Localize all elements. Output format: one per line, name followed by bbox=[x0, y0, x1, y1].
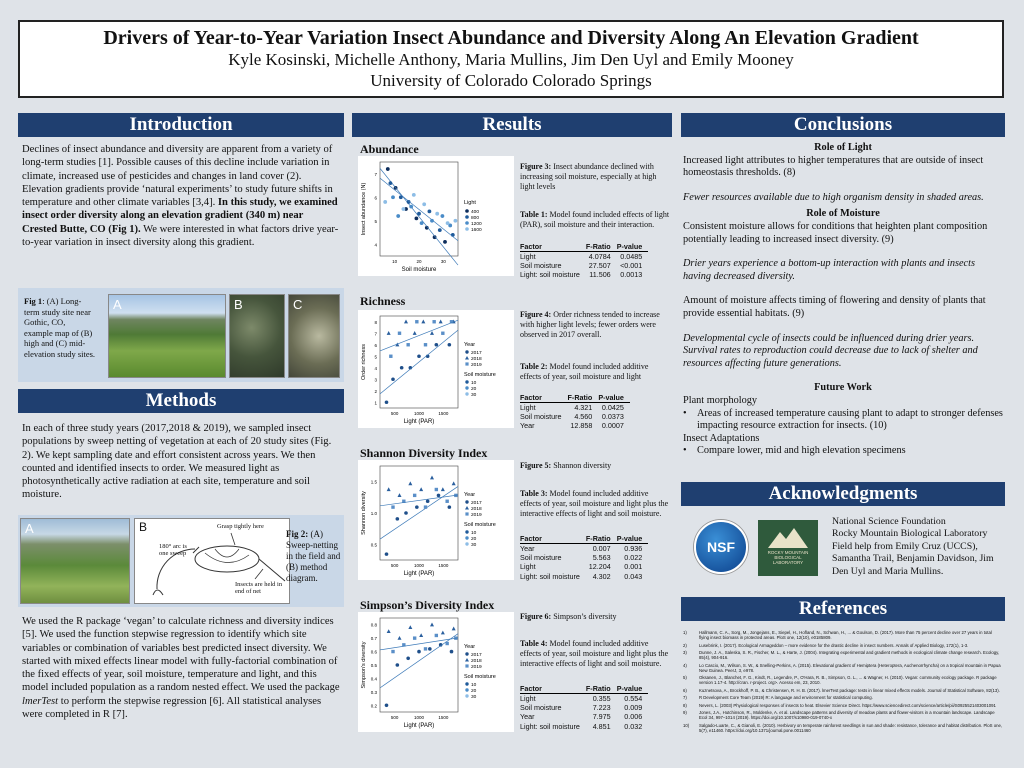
data-point bbox=[385, 703, 389, 707]
data-point bbox=[391, 650, 394, 653]
data-point bbox=[409, 205, 413, 209]
y-tick-label: 8 bbox=[374, 319, 377, 325]
legend-marker bbox=[465, 688, 468, 691]
y-tick-label: 1.0 bbox=[370, 511, 377, 516]
shannon-chart bbox=[358, 460, 514, 580]
legend-entry: 20 bbox=[471, 387, 477, 392]
table-3 bbox=[520, 534, 648, 581]
table-row bbox=[520, 712, 648, 721]
fig4-caption: Figure 4: Order richness tended to increase with higher light levels; fewer orders were observed in 2017 overall. bbox=[520, 310, 660, 339]
conclusions-heading: Conclusions bbox=[681, 113, 1005, 137]
data-point bbox=[402, 207, 406, 211]
legend-entry: 1200 bbox=[471, 222, 482, 227]
data-point bbox=[417, 354, 421, 358]
x-tick-label: 1500 bbox=[438, 563, 449, 568]
legend-marker bbox=[465, 664, 468, 667]
legend-marker bbox=[465, 682, 468, 685]
y-tick-label: 0.6 bbox=[370, 649, 377, 655]
x-axis-label: Light (PAR) bbox=[403, 571, 435, 577]
legend-marker bbox=[465, 536, 468, 539]
y-tick-label: 5 bbox=[374, 218, 377, 224]
poster-header bbox=[18, 20, 1004, 98]
table-row bbox=[520, 270, 648, 279]
data-point bbox=[396, 214, 400, 218]
table-row bbox=[520, 553, 648, 562]
fig2-panel bbox=[18, 515, 344, 607]
legend-entry: 30 bbox=[471, 393, 477, 398]
data-point bbox=[389, 355, 392, 358]
table-4 bbox=[520, 684, 648, 731]
methods-heading: Methods bbox=[18, 389, 344, 413]
legend-marker bbox=[465, 227, 469, 231]
data-point bbox=[396, 663, 400, 667]
data-point bbox=[432, 320, 435, 323]
data-point bbox=[391, 195, 395, 199]
legend-marker bbox=[465, 694, 468, 697]
table-row bbox=[520, 562, 648, 571]
table-cell: 4.0784 bbox=[588, 252, 611, 261]
intro-text: Declines of insect abundance and diversity are apparent from a variety of long-term studies [1]. Possible causes of this decline include variation in climate, increased use of pesticides and changes in land cover (2). Elevation gradients provide ‘natural experiments’ to study future shifts in temperature and other climate variables [3,4]. In this study, we examined insect order diversity along an elevation gradient (340 m) near Crested Butte, CO (Fig 1). We were interested in what factors drive year-to-year variation in insect diversity along this gradient. bbox=[22, 144, 339, 249]
table-cell: 0.936 bbox=[624, 544, 643, 553]
table-cell: 0.007 bbox=[592, 544, 611, 553]
methods-text-2: We used the R package ‘vegan’ to calculate richness and diversity indices [5]. We used the function stepwise regression to identify which site variables or combination of variables best predicted insect diversity. We started with mixed effects linear model with fully-factorial combination of the fixed effects of year, soil moisture, temperature and light, and this model included population as a random nested effect. We used the package lmerTest to perform the stepwise regression [6]. All statistical analyses were completed in R [7]. bbox=[22, 616, 340, 721]
reference-item: 4) Lo Cascio, M., Wilson, S. W., & Snelling-Perkins, A. (2015). Elevational gradient of Hemiptera (Heteroptera, Auchenorrhyncha) on a tropical mountain in Papua New Guinea. PeerJ, 3, e978. bbox=[683, 662, 1001, 673]
table-cell: Year bbox=[520, 712, 535, 722]
reference-item: 5) Oksanen, J., Blanchet, F. G., Kindt, R., Legendre, P., O'Hara, R. B., Simpson, G. L., ... & Wagner, H. (2010). Vegan: community ecology package. R package version 1.17-4. http://cran. r-project. org>. Acesso em, 23, 2010. bbox=[683, 675, 997, 686]
data-point bbox=[420, 221, 424, 225]
data-point bbox=[413, 636, 416, 639]
data-point bbox=[428, 647, 432, 651]
legend-entry: 30 bbox=[471, 695, 477, 700]
table-row bbox=[520, 722, 648, 731]
table-row bbox=[520, 403, 630, 413]
y-axis-label: Insect abundance (N) bbox=[361, 182, 367, 236]
table-cell: Light: soil moisture bbox=[520, 721, 580, 731]
table-cell: Soil moisture bbox=[520, 703, 562, 713]
x-tick-label: 1500 bbox=[438, 715, 449, 720]
y-tick-label: 0.7 bbox=[370, 636, 377, 642]
y-axis-label: Shannon diversity bbox=[361, 491, 367, 535]
legend-entry: 2017 bbox=[471, 501, 482, 506]
y-tick-label: 0.3 bbox=[370, 689, 377, 695]
data-point bbox=[396, 517, 400, 521]
y-tick-label: 4 bbox=[374, 365, 377, 371]
table-cell: 0.0485 bbox=[620, 252, 643, 261]
legend-entry: 800 bbox=[471, 216, 480, 221]
legend-entry: 10 bbox=[471, 531, 477, 536]
table-cell: 7.975 bbox=[592, 712, 611, 722]
acknowledgments-text: National Science Foundation Rocky Mountain Biological Laboratory Field help from Emily Cruz (UCCS), Samantha Trail, Benjamin Davidson, Jim Den Uyl and Maria Mullins. bbox=[832, 516, 994, 577]
y-tick-label: 4 bbox=[374, 242, 377, 248]
mountain-icon bbox=[768, 526, 808, 548]
method-diagram: B 180° arc is one sweep Grasp tightly here Insects are held in end of net bbox=[134, 518, 290, 604]
data-point bbox=[443, 240, 447, 244]
y-tick-label: 7 bbox=[374, 171, 377, 177]
table-cell: Soil moisture bbox=[520, 412, 562, 422]
legend-title: Soil moisture bbox=[464, 522, 496, 528]
x-tick-label: 500 bbox=[390, 563, 399, 568]
fig6-caption: Figure 6: Simpson’s diversity bbox=[520, 612, 617, 621]
y-tick-label: 0.8 bbox=[370, 622, 377, 628]
table-row bbox=[520, 412, 630, 421]
legend-entry: 20 bbox=[471, 537, 477, 542]
x-axis-label: Light (PAR) bbox=[403, 419, 435, 425]
data-point bbox=[428, 209, 432, 213]
table-row bbox=[520, 421, 630, 430]
table-cell: 4.560 bbox=[574, 412, 593, 422]
legend-title: Soil moisture bbox=[464, 372, 496, 378]
data-point bbox=[404, 511, 408, 515]
data-point bbox=[430, 219, 434, 223]
table-cell: 0.006 bbox=[624, 712, 643, 722]
table-cell: Year bbox=[520, 544, 535, 553]
data-point bbox=[415, 505, 419, 509]
table-cell: 0.0007 bbox=[601, 421, 624, 431]
reference-item: 2) Lusebrink, I. (2017). Ecological Armageddon – more evidence for the drastic decline in insect numbers. Annals of Applied Biology, 172(1), 1-3. bbox=[683, 642, 969, 648]
fig5-caption: Figure 5: Shannon diversity bbox=[520, 461, 612, 470]
table-header: Factor bbox=[520, 242, 586, 252]
data-point bbox=[391, 505, 394, 508]
x-axis-label: Light (PAR) bbox=[403, 723, 435, 729]
legend-entry: 2018 bbox=[471, 357, 482, 362]
data-point bbox=[424, 343, 427, 346]
y-tick-label: 1.5 bbox=[370, 479, 377, 485]
data-point bbox=[424, 505, 427, 508]
y-tick-label: 0.2 bbox=[370, 703, 377, 709]
table-row bbox=[520, 261, 648, 270]
data-point bbox=[389, 181, 393, 185]
table-cell: 7.223 bbox=[592, 703, 611, 713]
table-cell: 0.043 bbox=[624, 571, 643, 581]
table-1 bbox=[520, 242, 648, 280]
data-point bbox=[448, 343, 452, 347]
y-tick-label: 0.5 bbox=[370, 542, 377, 548]
table-cell: 0.001 bbox=[624, 562, 643, 572]
abundance-title: Abundance bbox=[360, 142, 419, 156]
table-cell: 0.0425 bbox=[601, 403, 624, 412]
map-mid-site: C bbox=[288, 294, 340, 378]
photo-sweep-netting: A bbox=[20, 518, 130, 604]
table-cell: Year bbox=[520, 421, 535, 431]
x-tick-label: 500 bbox=[390, 411, 399, 416]
legend-entry: 2017 bbox=[471, 653, 482, 658]
table-row bbox=[520, 544, 648, 554]
legend-entry: 2019 bbox=[471, 665, 482, 670]
table-cell: Light bbox=[520, 403, 536, 412]
y-tick-label: 6 bbox=[374, 342, 377, 348]
table-cell: 0.032 bbox=[624, 721, 643, 731]
poster-title: Drivers of Year-to-Year Variation Insect Abundance and Diversity Along An Elevation Gradient bbox=[103, 27, 919, 49]
data-point bbox=[435, 634, 438, 637]
data-point bbox=[415, 320, 418, 323]
legend-entry: 2019 bbox=[471, 363, 482, 368]
reference-item: 1) Hallmann, C. A., Sorg, M., Jongejans, E., Siepel, H., Hofland, N., Schwan, H., ... & Goulson, D. (2017). More than 75 percent decline over 27 years in total flying insect biomass in protected areas. PloS one, 12(10), e0185809. bbox=[683, 630, 992, 641]
x-tick-label: 20 bbox=[416, 259, 422, 264]
reference-item: 9) Jones, J.A., Hutchinson, R., Moldenke, A. et al. Landscape patterns and diversity of meadow plants and flower-visitors in a mountain landscape. Landscape Ecol 34, 997–1014 (2019). https://doi.org/10.1007/s10980-019-0740-x bbox=[683, 709, 995, 721]
table-header: F-Ratio bbox=[586, 684, 617, 694]
y-tick-label: 1 bbox=[374, 400, 377, 406]
methods-text-1: In each of three study years (2017,2018 & 2019), we sampled insect populations by sweep netting of vegetation at each of 20 study sites (Fig. 2). We kept sampling date and effort consistent across years. We then counted and identified insects to order. We measured light as photosynthetically active radiation at each site, temperature and soil moisture. bbox=[22, 423, 332, 501]
table-cell: Light bbox=[520, 562, 536, 572]
data-point bbox=[415, 217, 419, 221]
data-point bbox=[417, 212, 421, 216]
legend-title: Year bbox=[464, 644, 476, 650]
data-point bbox=[400, 366, 404, 370]
table-cell: 5.563 bbox=[592, 553, 611, 563]
legend-entry: 2017 bbox=[471, 351, 482, 356]
y-tick-label: 3 bbox=[374, 377, 377, 383]
data-point bbox=[438, 228, 442, 232]
y-tick-label: 7 bbox=[374, 331, 377, 337]
y-axis-label: Simpson's diversity bbox=[361, 641, 367, 689]
fig3-caption: Figure 3: Insect abundance declined with increasing soil moisture, especially at high light levels bbox=[520, 162, 657, 191]
y-tick-label: 0.5 bbox=[370, 663, 377, 668]
data-point bbox=[422, 202, 426, 206]
y-axis-label: Order richness bbox=[361, 343, 367, 381]
legend-marker bbox=[465, 362, 468, 365]
legend-title: Year bbox=[464, 342, 476, 348]
table-header: F-Ratio bbox=[586, 242, 617, 252]
table-cell: Light: soil moisture bbox=[520, 270, 580, 280]
legend-marker bbox=[465, 350, 468, 353]
table-2 bbox=[520, 393, 630, 431]
reference-item: 8) Nevers, L. (2003) Physiological responses of insects to heat. Elsevier Science Direct. https://www.sciencedirect.com/science/article/pii/S0925521403001091 bbox=[683, 702, 996, 708]
table-header: Factor bbox=[520, 684, 586, 694]
data-point bbox=[435, 488, 438, 491]
author-list: Kyle Kosinski, Michelle Anthony, Maria Mullins, Jim Den Uyl and Emily Mooney bbox=[228, 50, 794, 69]
table-cell: 0.355 bbox=[592, 694, 611, 703]
table-row bbox=[520, 694, 648, 704]
data-point bbox=[386, 167, 390, 171]
photo-study-site: A bbox=[108, 294, 226, 378]
x-tick-label: 1000 bbox=[413, 411, 425, 416]
fig2-caption: Fig 2: (A) Sweep-netting in the field and (B) method diagram. bbox=[286, 529, 341, 583]
legend-title: Light bbox=[464, 200, 476, 206]
legend-marker bbox=[465, 530, 468, 533]
reference-item: 6) Kuznetsova, A., Brockhoff, P. B., & Christensen, R. H. B. (2017). lmerTest package: tests in linear mixed effects models. Journal of Statistical Software, 82(13). bbox=[683, 687, 1000, 693]
richness-title: Richness bbox=[360, 294, 406, 308]
x-tick-label: 10 bbox=[392, 259, 398, 264]
legend-marker bbox=[465, 386, 468, 389]
rmbl-logo: ROCKY MOUNTAIN BIOLOGICAL LABORATORY bbox=[758, 520, 818, 576]
data-point bbox=[398, 332, 401, 335]
legend-entry: 2018 bbox=[471, 507, 482, 512]
table-cell: 0.0373 bbox=[601, 412, 624, 422]
data-point bbox=[406, 656, 410, 660]
legend-marker bbox=[465, 512, 468, 515]
nsf-logo: NSF bbox=[694, 520, 748, 574]
table-header: F-Ratio bbox=[586, 534, 617, 544]
legend-entry: 20 bbox=[471, 689, 477, 694]
legend-entry: 400 bbox=[471, 210, 480, 215]
table2-caption: Table 2: Model found included additive effects of year, soil moisture and light bbox=[520, 362, 649, 381]
data-point bbox=[441, 332, 444, 335]
table-cell: Light bbox=[520, 694, 536, 703]
data-point bbox=[406, 343, 409, 346]
table-cell: 4.321 bbox=[574, 403, 593, 412]
fig1-caption: Fig 1: (A) Long-term study site near Gothic, CO, example map of (B) high and (C) mid-elevation study sites. bbox=[24, 296, 96, 359]
table-header: P-value bbox=[598, 393, 630, 403]
intro-heading: Introduction bbox=[18, 113, 344, 137]
x-tick-label: 1000 bbox=[413, 715, 425, 720]
legend-marker bbox=[465, 658, 469, 662]
table-header: P-value bbox=[617, 684, 649, 694]
y-tick-label: 0.4 bbox=[370, 676, 377, 682]
table-header: Factor bbox=[520, 393, 568, 403]
legend-marker bbox=[465, 500, 468, 503]
table-cell: 11.506 bbox=[589, 270, 611, 280]
data-point bbox=[437, 494, 441, 498]
x-tick-label: 500 bbox=[390, 715, 399, 720]
x-tick-label: 1500 bbox=[438, 411, 449, 416]
y-tick-label: 5 bbox=[374, 354, 377, 360]
table-cell: Light: soil moisture bbox=[520, 571, 580, 581]
table-cell: 4.302 bbox=[592, 571, 611, 581]
references-heading: References bbox=[681, 597, 1005, 621]
conclusions-text: Role of Light Increased light attributes to higher temperatures that are outside of insect homeostasis thresholds. (8) Fewer resources available due to high organism density in shaded areas. Role of Moisture Consistent moisture allows for conditions that heighten plant composition potentially leading to increased insect diversity. (9) Drier years experience a bottom-up interaction with plants and insects having decreased diversity. Amount of moisture affects timing of flowering and density of plants that provide essential habitats. (9) Developmental cycle of insects could be influenced during drier years. Survival rates to reproduction could decrease due to lack of shelter and resources affecting future generations. Future Work Plant morphology • Areas of increased temperature causing plant to adapt to stronger defenses impacting resource extraction for insects. (10) Insect Adaptations • Compare lower, mid and high elevation specimens bbox=[683, 142, 1003, 457]
table4-caption: Table 4: Model found included additive effects of year, soil moisture and light plus the interactive effects of light and soil moisture. bbox=[520, 639, 669, 668]
acknowledgments-heading: Acknowledgments bbox=[681, 482, 1005, 506]
table-cell: Soil moisture bbox=[520, 553, 562, 563]
data-point bbox=[412, 193, 416, 197]
x-tick-label: 30 bbox=[440, 259, 446, 264]
plot-frame bbox=[380, 618, 458, 712]
legend-marker bbox=[465, 221, 469, 225]
legend-entry: 2019 bbox=[471, 513, 482, 518]
data-point bbox=[441, 214, 445, 218]
university: University of Colorado Colorado Springs bbox=[370, 71, 652, 90]
legend-title: Year bbox=[464, 492, 476, 498]
data-point bbox=[445, 500, 448, 503]
richness-chart bbox=[358, 310, 514, 428]
x-tick-label: 1000 bbox=[413, 563, 425, 568]
legend-entry: 30 bbox=[471, 543, 477, 548]
legend-marker bbox=[465, 356, 469, 360]
shannon-title: Shannon Diversity Index bbox=[360, 446, 488, 460]
table1-caption: Table 1: Model found included effects of light (PAR), soil moisture and their interaction. bbox=[520, 210, 670, 229]
x-axis-label: Soil moisture bbox=[401, 267, 437, 273]
data-point bbox=[454, 219, 458, 223]
table-cell: 0.009 bbox=[624, 703, 643, 713]
data-point bbox=[413, 494, 416, 497]
data-point bbox=[448, 505, 452, 509]
legend-marker bbox=[465, 542, 468, 545]
table-header: F-Ratio bbox=[568, 393, 599, 403]
fig1-panel bbox=[18, 288, 344, 382]
legend-marker bbox=[465, 652, 468, 655]
abundance-chart bbox=[358, 156, 514, 276]
data-point bbox=[383, 200, 387, 204]
data-point bbox=[435, 212, 439, 216]
map-high-site: B bbox=[229, 294, 285, 378]
data-point bbox=[450, 650, 454, 654]
table-row bbox=[520, 572, 648, 581]
table-row bbox=[520, 252, 648, 262]
table-cell: 27.507 bbox=[588, 261, 611, 271]
data-point bbox=[445, 642, 448, 645]
legend-title: Soil moisture bbox=[464, 674, 496, 680]
legend-marker bbox=[465, 209, 469, 213]
reference-item: 10) Salgado-Luarte, C., & Gianoli, E. (2010). Herbivory on temperate rainforest seedlings in sun and shade: resistance, tolerance and habitat distribution. PloS one, 5(7), e11460. https://doi.org/10.1371/journal.pone.0011460 bbox=[683, 722, 1003, 733]
legend-entry: 1600 bbox=[471, 228, 482, 233]
table-cell: 0.022 bbox=[624, 553, 643, 563]
legend-entry: 10 bbox=[471, 683, 477, 688]
reference-item: 3) Dunne, J. A., Saleska, S. R., Fischer, M. L., & Harte, J. (2004). Integrating experimental and gradient methods in ecological climate change research. Ecology, 85(4), 904-916. bbox=[683, 649, 1000, 661]
reference-list bbox=[683, 630, 1003, 735]
data-point bbox=[424, 647, 427, 650]
reference-item: 7) R Development Core Team (2019) R: A language and environment for statistical computing. bbox=[683, 695, 873, 701]
data-point bbox=[385, 400, 389, 404]
data-point bbox=[446, 221, 450, 225]
data-point bbox=[426, 499, 430, 503]
legend-entry: 10 bbox=[471, 381, 477, 386]
table-row bbox=[520, 703, 648, 712]
table-cell: 0.554 bbox=[624, 694, 643, 703]
table-cell: 12.204 bbox=[588, 562, 611, 572]
results-heading: Results bbox=[352, 113, 672, 137]
table-header: P-value bbox=[617, 242, 649, 252]
simpson-chart bbox=[358, 612, 514, 732]
table-cell: 12.858 bbox=[570, 421, 593, 431]
simpson-title: Simpson’s Diversity Index bbox=[360, 598, 495, 612]
table-header: Factor bbox=[520, 534, 586, 544]
table-cell: Soil moisture bbox=[520, 261, 562, 271]
table-cell: 4.851 bbox=[592, 721, 611, 731]
table-cell: <0.001 bbox=[620, 261, 643, 271]
legend-marker bbox=[465, 380, 468, 383]
table-cell: Light bbox=[520, 252, 536, 261]
table-header: P-value bbox=[617, 534, 649, 544]
y-tick-label: 2 bbox=[374, 388, 377, 394]
table3-caption: Table 3: Model found included additive effects of year, soil moisture and light plus the interactive effects of light and soil moisture. bbox=[520, 489, 669, 518]
data-point bbox=[391, 377, 395, 381]
legend-marker bbox=[465, 392, 468, 395]
table-cell: 0.0013 bbox=[620, 270, 643, 280]
data-point bbox=[417, 650, 421, 654]
y-tick-label: 6 bbox=[374, 195, 377, 201]
data-point bbox=[385, 552, 389, 556]
legend-marker bbox=[465, 215, 469, 219]
data-point bbox=[435, 343, 439, 347]
legend-entry: 2018 bbox=[471, 659, 482, 664]
legend-marker bbox=[465, 506, 469, 510]
